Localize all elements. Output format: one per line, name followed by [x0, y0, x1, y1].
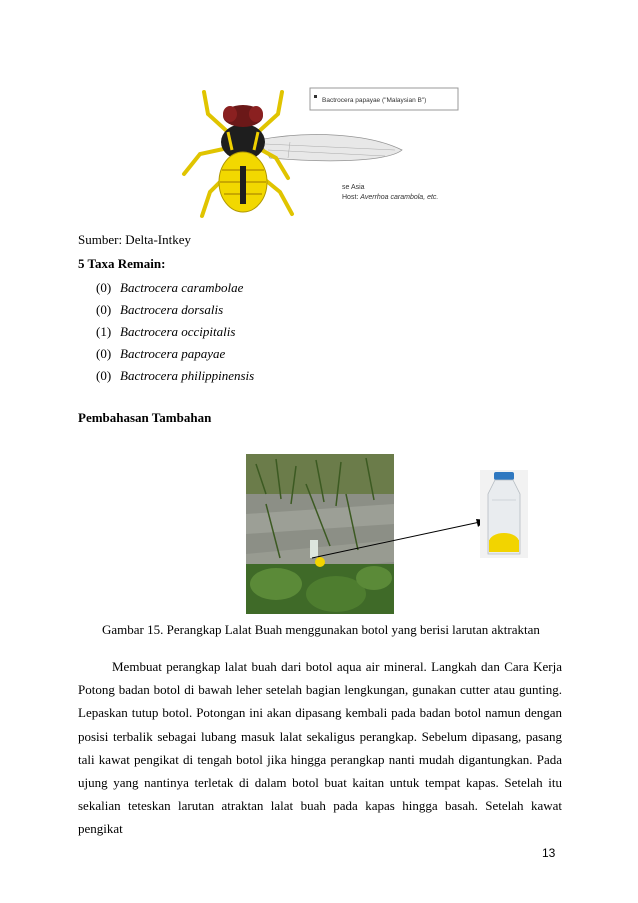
section-heading: Pembahasan Tambahan — [78, 410, 212, 425]
pointer-arrow — [310, 512, 490, 562]
taxa-code: (0) — [96, 346, 112, 361]
figure-caption: Gambar 15. Perangkap Lalat Buah menggunakan botol yang berisi larutan aktraktan — [102, 622, 540, 637]
taxa-code: (0) — [96, 368, 112, 383]
host-label: Host: Averrhoa carambola, etc. — [342, 194, 439, 201]
taxa-name: Bactrocera papayae — [120, 346, 226, 361]
taxa-list-item — [96, 302, 223, 318]
fruit-fly-figure — [170, 78, 466, 222]
species-label: Bactrocera papayae ("Malaysian B") — [322, 97, 427, 104]
taxa-name: Bactrocera dorsalis — [120, 302, 224, 317]
taxa-list-item — [96, 368, 254, 384]
taxa-code: (0) — [96, 302, 112, 317]
bottle-trap-image — [480, 470, 528, 558]
bottle-illustration — [480, 470, 528, 558]
taxa-list-item — [96, 324, 235, 340]
fruit-fly-illustration — [170, 78, 466, 222]
body-paragraph: Membuat perangkap lalat buah dari botol aqua air mineral. Langkah dan Cara Kerja Potong badan botol di bawah leher setelah bagian lengkungan, gunakan cutter atau gunting. Lepaskan tutup botol. Potongan ini akan dipasang kembali pada badan botol namun dengan posisi terbalik sebagai lubang masuk lalat sekaligus perangkap. Sebelum dipasang, pasang tali kawat pengikat di tengah botol jika hingga perangkap nanti mudah digantungkan. Pada ujung yang nantinya terletak di dalam botol buat kaitan untuk tempat kapas. Setelah itu sekalian teteskan larutan atraktan lalat buah pada kapas hingga basah. Setelah kawat pengikat — [78, 659, 562, 837]
taxa-list-item — [96, 346, 225, 362]
page-number: 13 — [542, 846, 556, 860]
taxa-list-item — [96, 280, 243, 296]
taxa-code: (1) — [96, 324, 112, 339]
figure-source: Sumber: Delta-Intkey — [78, 232, 191, 247]
taxa-name: Bactrocera carambolae — [120, 280, 244, 295]
taxa-heading: 5 Taxa Remain: — [78, 256, 166, 271]
taxa-name: Bactrocera occipitalis — [120, 324, 236, 339]
region-label: se Asia — [342, 184, 365, 191]
taxa-code: (0) — [96, 280, 112, 295]
taxa-name: Bactrocera philippinensis — [120, 368, 255, 383]
